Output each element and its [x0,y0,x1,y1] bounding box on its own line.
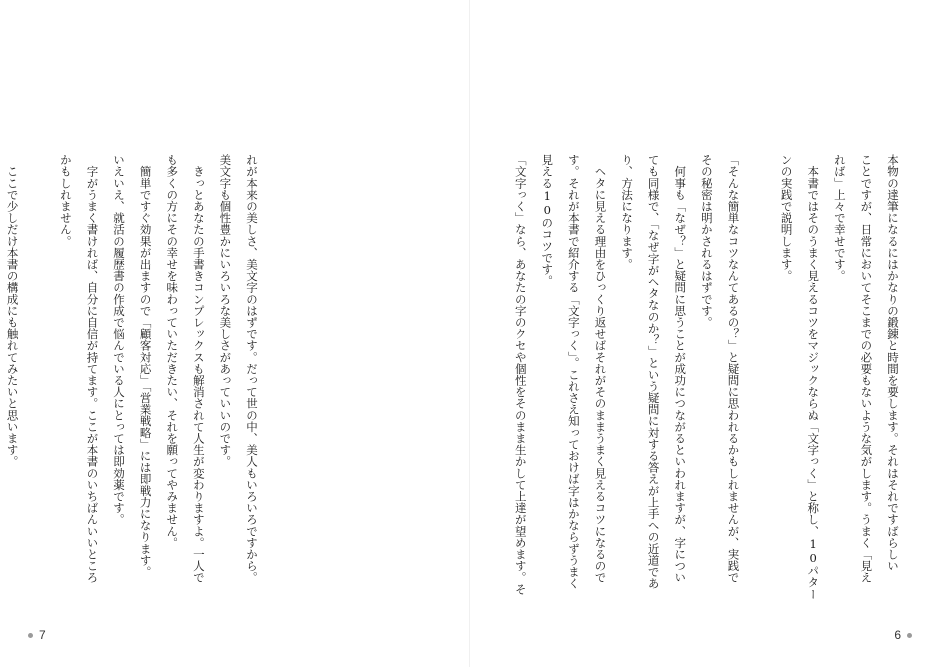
text-line: いえいえ、就活の履歴書の作成で悩んでいる人にとっては即効薬です。 [112,154,127,526]
text-line: れば」上々で幸せです。 [832,154,847,282]
right-page-number-label: 6 [894,628,901,642]
text-line: も多くの方にその幸せを味わっていただきたい、それを願ってやみません。 [165,154,180,549]
text-line: ことですが、日常においてそこまでの必要もないような気がします。うまく「見え [859,154,874,584]
text-line: ンの実践で説明します。 [779,154,794,282]
left-page-number [28,628,46,642]
text-line: 「そんな簡単なコツなんてあるの？」と疑問に思われるかもしれませんが、実践で [726,154,741,584]
text-line: ても同様で、「なぜ字がヘタなのか？」という疑問に対する答えが上手への近道であ [646,154,661,590]
text-line: す。それが本書で紹介する「文字っく」。これさえ知っておけば字はかならずうまく [566,154,581,590]
text-line: 本書ではそのうまく見えるコツをマジックならぬ「文字っく」と称し、10パター [806,154,821,600]
text-line: きっとあなたの手書きコンプレックスも解消されて人生が変わりますよ。一人で [191,154,206,584]
right-page-number [894,628,912,642]
text-line: 何事も「なぜ？」と疑問に思うことが成功につながるといわれますが、字につい [673,154,688,584]
bullet-icon [907,633,912,638]
left-page-number-label: 7 [39,628,46,642]
text-line: かもしれません。 [58,154,73,247]
text-line: り、方法になります。 [620,154,635,270]
text-line [26,154,53,616]
bullet-icon [28,633,33,638]
text-line: その秘密は明かされるはずです。 [699,154,714,328]
text-line: れが本来の美しさ、美文字のはずです。だって世の中、美人もいろいろですから。 [245,154,259,584]
text-line: 美文字も個性豊かにいろいろな美しさがあっていいのです。 [218,154,233,468]
right-page-text [507,154,906,616]
text-line: 見える10のコツです。 [540,154,555,287]
text-line: ここで少しだけ本書の構成にも触れてみたいと思います。 [5,154,20,468]
text-line: 本物の達筆になるにはかなりの鍛錬と時間を要します。それはそれですばらしい [886,154,900,572]
text-line: 「文字っく」なら、あなたの字のクセや個性をそのまま生かして上達が望めます。そ [513,154,528,595]
text-line: 字がうまく書ければ、自分に自信が持てます。ここが本書のいちばんいいところ [85,154,100,584]
text-line: 簡単ですぐ効果が出ますので「顧客対応」「営業戦略」には即戦力になります。 [138,154,153,578]
text-line [746,154,773,616]
left-page-text [0,154,265,616]
right-page [470,0,940,667]
text-line: ヘタに見える理由をひっくり返せばそれがそのままうまく見えるコツになるので [593,154,608,584]
